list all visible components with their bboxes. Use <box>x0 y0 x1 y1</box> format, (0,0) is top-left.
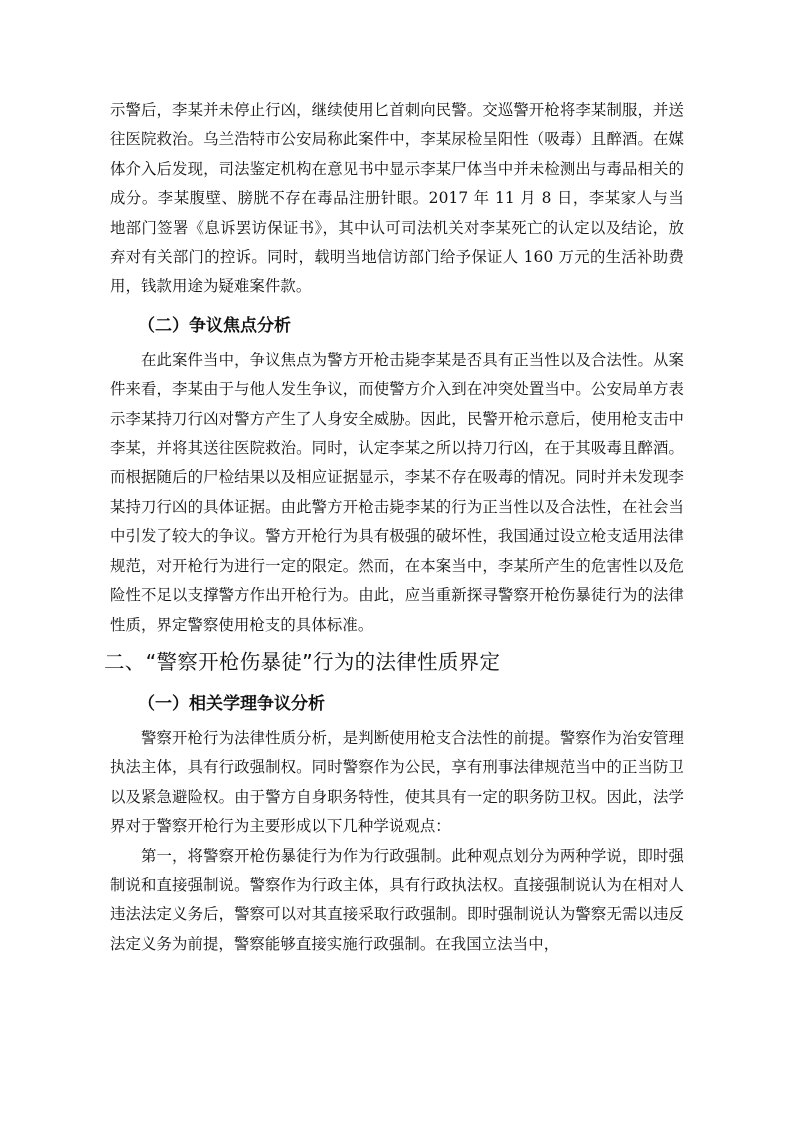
page-content <box>104 96 684 959</box>
section-heading-academic-dispute: （一）相关学理争议分析 <box>138 693 325 714</box>
chapter-heading-two: 二、“警察开枪伤暴徒”行为的法律性质界定 <box>104 649 501 674</box>
body-paragraph-continued: 示警后，李某并未停止行凶，继续使用匕首刺向民警。交巡警开枪将李某制服，并送往医院救治。乌兰浩特市公安局称此案件中，李某尿检呈阳性（吸毒）且醉酒。在媒体介入后发现，司法鉴定机构在意见书中显示李某尸体当中并未检测出与毒品相关的成分。李某腹壁、膀胱不存在毒品注册针眼。2017 年 11 月 8 日，李某家人与当地部门签署《息诉罢访保证书》，其中认可司法机关对李某死亡的认定以及结论，放弃对有关部门的控诉。同时，载明当地信访部门给予保证人 160 万元的生活补助费用，钱款用途为疑难案件款。 <box>110 101 684 296</box>
section-heading-dispute-focus: （二）争议焦点分析 <box>138 315 291 336</box>
body-paragraph-first-view: 第一，将警察开枪伤暴徒行为作为行政强制。此种观点划分为两种学说，即时强制说和直接强制说。警察作为行政主体，具有行政执法权。直接强制说认为在相对人违法法定义务后，警察可以对其直接采取行政强制。即时强制说认为警察无需以违反法定义务为前提，警察能够直接实施行政强制。在我国立法当中， <box>110 846 684 953</box>
body-paragraph-dispute: 在此案件当中，争议焦点为警方开枪击毙李某是否具有正当性以及合法性。从案件来看，李某由于与他人发生争议，而使警方介入到在冲突处置当中。公安局单方表示李某持刀行凶对警方产生了人身安全威胁。因此，民警开枪示意后，使用枪支击中李某，并将其送往医院救治。同时，认定李某之所以持刀行凶，在于其吸毒且醉酒。而根据随后的尸检结果以及相应证据显示，李某不存在吸毒的情况。同时并未发现李某持刀行凶的具体证据。由此警方开枪击毙李某的行为正当性以及合法性，在社会当中引发了较大的争议。警方开枪行为具有极强的破坏性，我国通过设立枪支适用法律规范，对开枪行为进行一定的限定。然而，在本案当中，李某所产生的危害性以及危险性不足以支撑警方作出开枪行为。由此，应当重新探寻警察开枪伤暴徒行为的法律性质，界定警察使用枪支的具体标准。 <box>110 350 684 634</box>
body-paragraph-legal-nature: 警察开枪行为法律性质分析，是判断使用枪支合法性的前提。警察作为治安管理执法主体，具有行政强制权。同时警察作为公民，享有刑事法律规范当中的正当防卫以及紧急避险权。由于警方自身职务特性，使其具有一定的职务防卫权。因此，法学界对于警察开枪行为主要形成以下几种学说观点： <box>110 728 684 836</box>
